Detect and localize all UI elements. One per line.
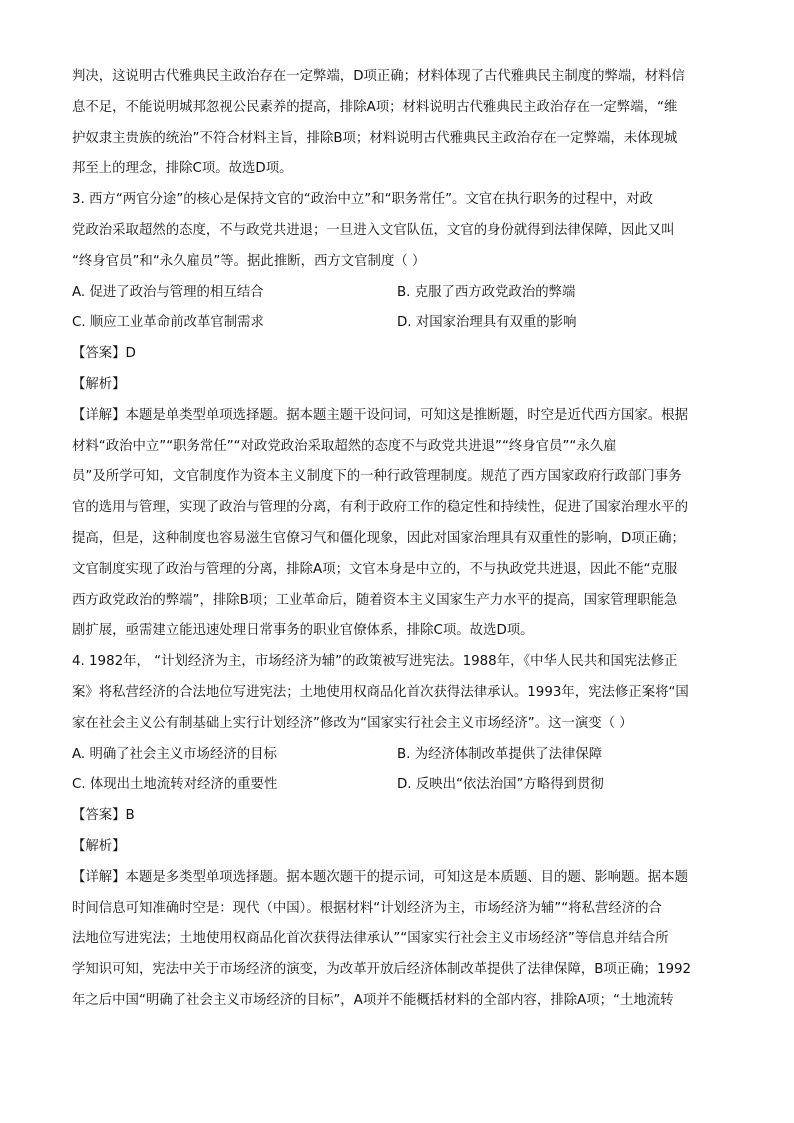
question-stem-line: 家在社会主义公有制基础上实行计划经济”修改为“国家实行社会主义市场经济”。这一演变（ ） — [72, 715, 633, 731]
analysis-line: 员”及所学可知，文官制度作为资本主义制度下的一种行政管理制度。规范了西方国家政府行政部门事务 — [72, 469, 682, 485]
option-b: B. 克服了西方政党政治的弊端 — [397, 284, 576, 300]
answer-label: 【答案】D — [72, 346, 136, 362]
analysis-line: 文官制度实现了政治与管理的分离，排除A项；文官本身是中立的，不与执政党共进退，因此不能“克服 — [72, 561, 678, 577]
option-c: C. 体现出土地流转对经济的重要性 — [72, 777, 278, 793]
question-stem-line: 4. 1982年， “计划经济为主，市场经济为辅”的政策被写进宪法。1988年，《中华人民共和国宪法修正 — [72, 654, 678, 670]
option-d: D. 对国家治理具有双重的影响 — [397, 315, 577, 331]
previous-analysis — [72, 62, 722, 185]
analysis-line: 年之后中国“明确了社会主义市场经济的目标”，A项并不能概括材料的全部内容，排除A项；“土地流转 — [72, 992, 674, 1008]
options-row — [72, 740, 722, 771]
analysis-line: 时间信息可知准确时空是：现代（中国）。根据材料“计划经济为主，市场经济为辅”“将私营经济的合 — [72, 900, 662, 916]
analysis-line: 【详解】本题是多类型单项选择题。据本题次题干的提示词，可知这是本质题、目的题、影响题。据本题 — [72, 869, 688, 885]
analysis-line: 官的选用与管理，实现了政治与管理的分离，有利于政府工作的稳定性和持续性，促进了国家治理水平的 — [72, 500, 688, 516]
text-line: 邦至上的理念，排除C项。故选D项。 — [72, 161, 293, 177]
options-row — [72, 770, 722, 801]
text-line: 息不足，不能说明城邦忽视公民素养的提高，排除A项；材料说明古代雅典民主政治存在一定弊端，“维 — [72, 99, 678, 115]
options-row — [72, 278, 722, 309]
document-page — [72, 62, 722, 1017]
question-3 — [72, 185, 722, 647]
question-4 — [72, 647, 722, 1017]
analysis-line: 学知识可知，宪法中关于市场经济的演变，为改革开放后经济体制改革提供了法律保障，B项正确；1992 — [72, 962, 692, 978]
option-a: A. 明确了社会主义市场经济的目标 — [72, 746, 277, 762]
question-stem-line: “终身官员”和“永久雇员”等。据此推断，西方文官制度（ ） — [72, 253, 426, 269]
analysis-label: 【解析】 — [72, 838, 126, 854]
analysis-line: 提高，但是，这种制度也容易滋生官僚习气和僵化现象，因此对国家治理具有双重性的影响，D项正确； — [72, 530, 685, 546]
question-stem-line: 党政治采取超然的态度，不与政党共进退；一旦进入文官队伍，文官的身份就得到法律保障，因此又叫 — [72, 222, 675, 238]
option-d: D. 反映出“依法治国”方略得到贯彻 — [397, 777, 604, 793]
option-c: C. 顺应工业革命前改革官制需求 — [72, 315, 264, 331]
text-line: 判决，这说明古代雅典民主政治存在一定弊端，D项正确；材料体现了古代雅典民主制度的弊端，材料信 — [72, 69, 685, 84]
analysis-line: 法地位写进宪法；土地使用权商品化首次获得法律承认”“国家实行社会主义市场经济”等信息并结合所 — [72, 931, 669, 947]
analysis-line: 剧扩展，亟需建立能迅速处理日常事务的职业官僚体系，排除C项。故选D项。 — [72, 623, 534, 639]
option-b: B. 为经济体制改革提供了法律保障 — [397, 746, 603, 762]
options-row — [72, 308, 722, 339]
analysis-label: 【解析】 — [72, 376, 126, 392]
option-a: A. 促进了政治与管理的相互结合 — [72, 284, 264, 300]
answer-label: 【答案】B — [72, 808, 135, 824]
question-stem-line: 案》将私营经济的合法地位写进宪法；土地使用权商品化首次获得法律承认。1993年，宪法修正案将“国 — [72, 684, 689, 700]
text-line: 护奴隶主贵族的统治”不符合材料主旨，排除B项；材料说明古代雅典民主政治存在一定弊端，未体现城 — [72, 130, 678, 146]
analysis-line: 西方政党政治的弊端”，排除B项；工业革命后，随着资本主义国家生产力水平的提高，国家管理职能急 — [72, 592, 678, 608]
analysis-line: 【详解】本题是单类型单项选择题。据本题主题干设问词，可知这是推断题，时空是近代西方国家。根据 — [72, 407, 688, 423]
analysis-line: 材料“政治中立”“职务常任”“对政党政治采取超然的态度不与政党共进退”“终身官员”“永久雇 — [72, 438, 617, 454]
question-stem-line: 3. 西方“两官分途”的核心是保持文官的“政治中立”和“职务常任”。文官在执行职务的过程中，对政 — [72, 192, 653, 208]
